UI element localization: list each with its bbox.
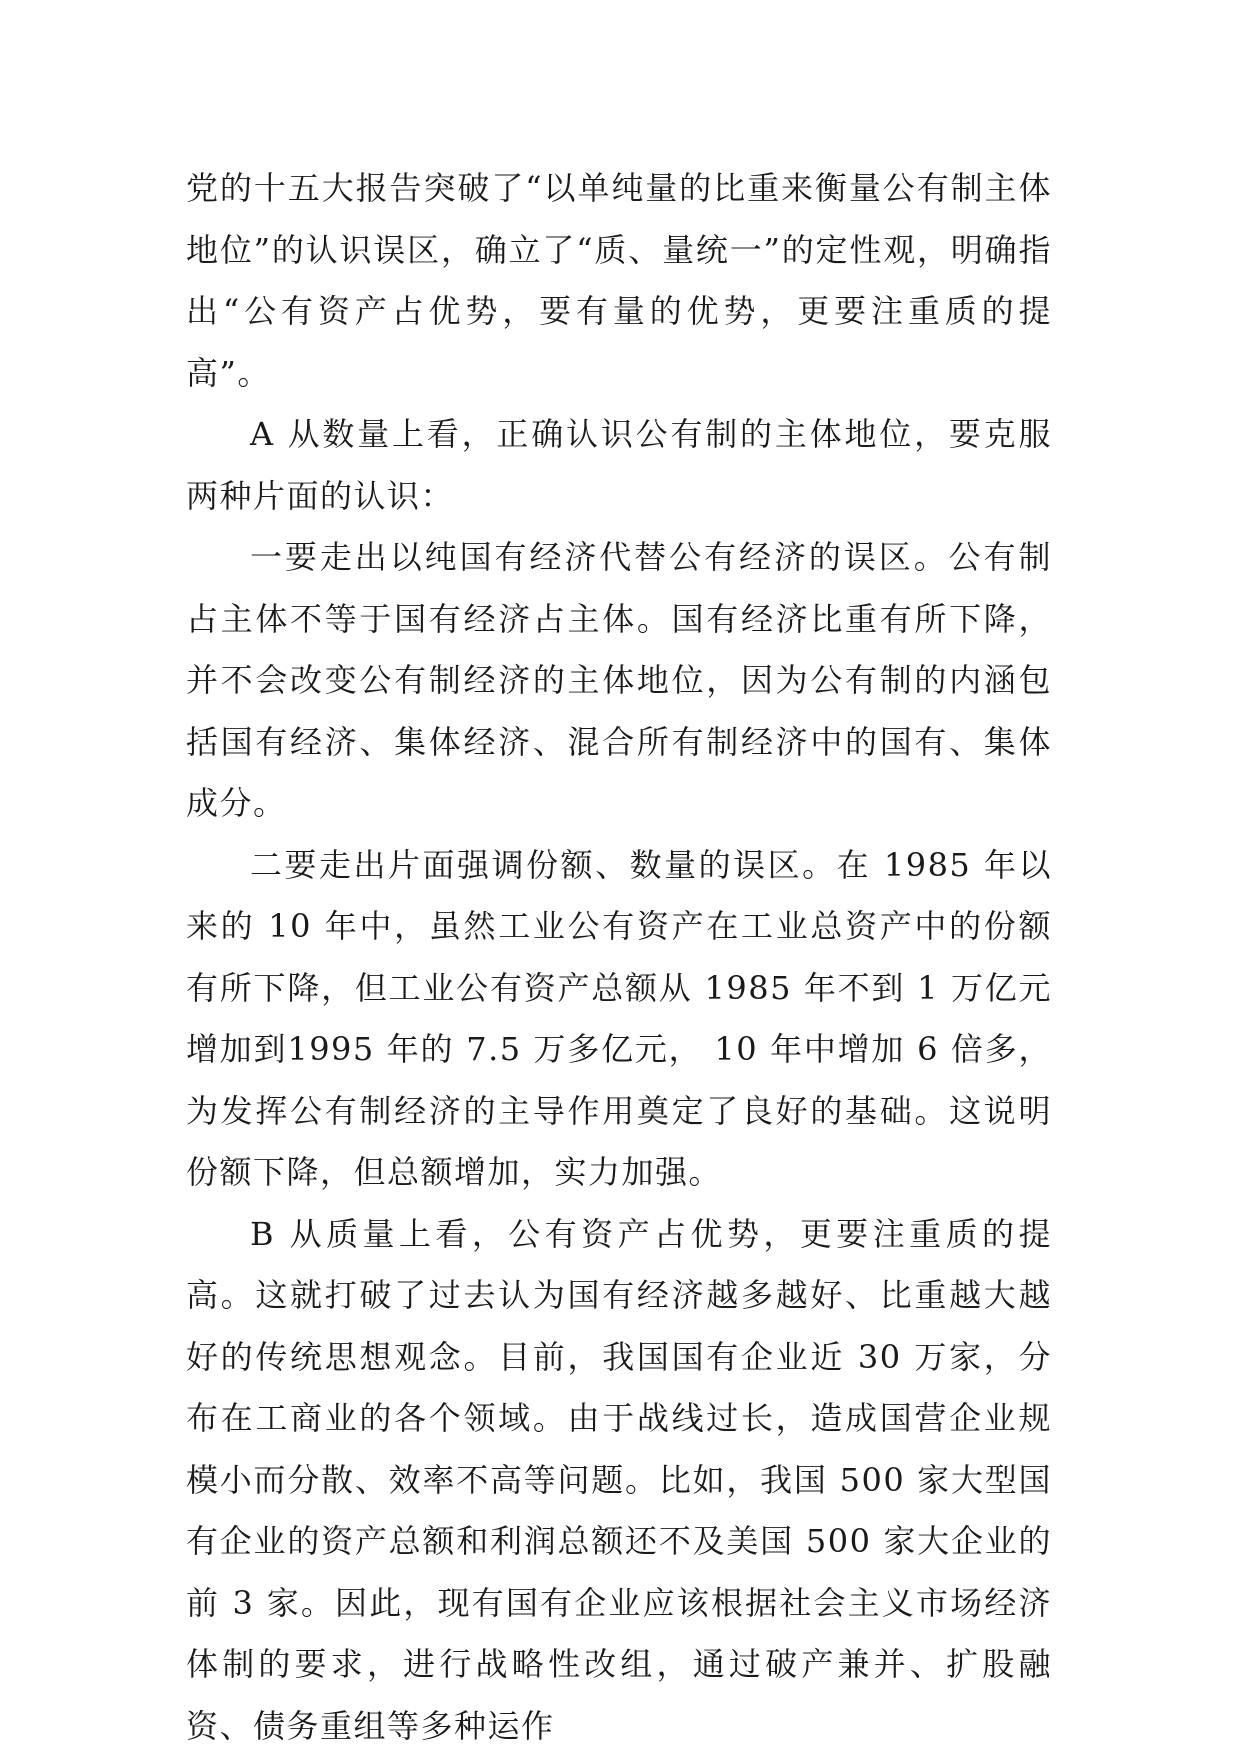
paragraph-point-one: 一要走出以纯国有经济代替公有经济的误区。公有制占主体不等于国有经济占主体。国有经济比重有所下降，并不会改变公有制经济的主体地位，因为公有制的内涵包括国有经济、集体经济、混合所有制经济中的国有、集体成分。 [186, 527, 1052, 835]
paragraph-section-a: A 从数量上看，正确认识公有制的主体地位，要克服两种片面的认识： [186, 404, 1052, 527]
paragraph-point-two: 二要走出片面强调份额、数量的误区。在 1985 年以来的 10 年中，虽然工业公有资产在工业总资产中的份额有所下降，但工业公有资产总额从 1985 年不到 1 万亿元增加到1995 年的 7.5 万多亿元， 10 年中增加 6 倍多，为发挥公有制经济的主导作用奠定了良好的基础。这说明份额下降，但总额增加，实力加强。 [186, 835, 1052, 1204]
paragraph-section-b: B 从质量上看，公有资产占优势，更要注重质的提高。这就打破了过去认为国有经济越多越好、比重越大越好的传统思想观念。目前，我国国有企业近 30 万家，分布在工商业的各个领域。由于战线过长，造成国营企业规模小而分散、效率不高等问题。比如，我国 500 家大型国有企业的资产总额和利润总额还不及美国 500 家大企业的前 3 家。因此，现有国有企业应该根据社会主义市场经济体制的要求，进行战略性改组，通过破产兼并、扩股融资、债务重组等多种运作 [186, 1204, 1052, 1757]
document-body [186, 158, 1052, 1757]
paragraph-intro: 党的十五大报告突破了“以单纯量的比重来衡量公有制主体地位”的认识误区，确立了“质、量统一”的定性观，明确指出“公有资产占优势，要有量的优势，更要注重质的提高”。 [186, 158, 1052, 404]
